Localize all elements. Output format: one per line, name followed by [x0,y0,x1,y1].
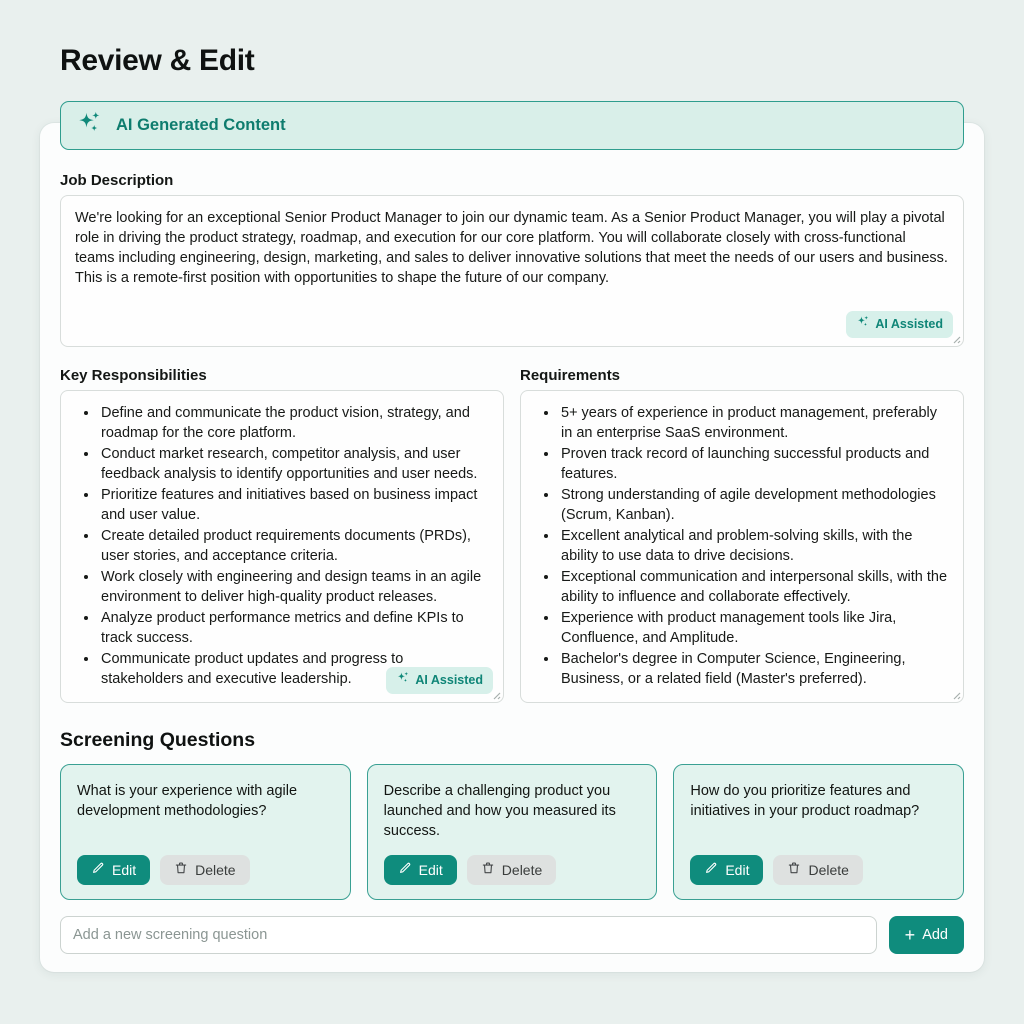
pencil-icon [91,861,105,879]
add-question-row [60,916,964,954]
key-responsibilities-textarea[interactable] [60,390,504,703]
trash-icon [174,861,188,879]
list-item: • Bachelor's degree in Computer Science, Engineering, Business, or a related field (Master's preferred). [559,649,949,689]
list-item: • 5+ years of experience in product management, preferably in an enterprise SaaS environment. [559,403,949,443]
delete-button-label: Delete [195,862,236,878]
screening-question-card [60,764,351,900]
list-item: • Strong understanding of agile development methodologies (Scrum, Kanban). [559,485,949,525]
key-responsibilities-section [60,367,504,703]
plus-icon: + [904,925,916,946]
ai-assisted-badge-label: AI Assisted [415,672,483,687]
delete-button[interactable] [160,855,249,885]
screening-question-card [367,764,658,900]
list-item: • Work closely with engineering and design teams in an agile environment to deliver high-quality product releases. [99,567,489,607]
screening-question-text: How do you prioritize features and initiatives in your product roadmap? [690,783,920,819]
screening-question-text: Describe a challenging product you launched and how you measured its success. [383,783,616,839]
ai-assisted-badge-label: AI Assisted [875,316,943,331]
screening-questions-row [60,764,964,900]
list-item: • Create detailed product requirements documents (PRDs), user stories, and acceptance criteria. [99,526,489,566]
list-item: • Prioritize features and initiatives based on business impact and user value. [99,485,489,525]
job-description-textarea[interactable] [60,195,964,347]
delete-button[interactable] [467,855,556,885]
requirements-label: Requirements [520,367,621,384]
key-responsibilities-list [75,403,489,689]
edit-button[interactable] [384,855,457,885]
delete-button[interactable] [773,855,862,885]
sparkles-icon [856,315,870,334]
resize-handle-icon[interactable] [951,334,961,344]
screening-questions-heading: Screening Questions [60,729,256,751]
ai-assisted-badge [846,311,953,338]
list-item: • Conduct market research, competitor analysis, and user feedback analysis to identify opportunities and user needs. [99,444,489,484]
sparkles-icon [396,671,410,690]
resize-handle-icon[interactable] [491,690,501,700]
list-item: • Define and communicate the product vision, strategy, and roadmap for the core platform. [99,403,489,443]
list-item: • Experience with product management tools like Jira, Confluence, and Amplitude. [559,608,949,648]
screening-question-card [673,764,964,900]
key-responsibilities-label: Key Responsibilities [60,367,207,384]
ai-generated-banner-label: AI Generated Content [116,116,286,134]
edit-button-label: Edit [418,862,443,878]
page-title: Review & Edit [60,44,255,77]
edit-button[interactable] [690,855,763,885]
job-description-text: We're looking for an exceptional Senior Product Manager to join our dynamic team. As a Senior Product Manager, you will play a pivotal role in driving the product strategy, roadmap, and execution for our core platform. You will collaborate closely with cross-functional teams including engineering, design, marketing, and sales to deliver innovative solutions that meet the needs of our users and business. This is a remote-first position with opportunities to shape the future of our company. [75,210,948,286]
content-card [40,116,984,972]
add-question-button[interactable] [889,916,964,954]
edit-button-label: Edit [725,862,750,878]
list-item: • Exceptional communication and interpersonal skills, with the ability to influence and collaborate effectively. [559,567,949,607]
delete-button-label: Delete [501,862,543,878]
ai-assisted-badge [386,667,493,694]
edit-button[interactable] [77,855,150,885]
list-item: • Proven track record of launching successful products and features. [559,444,949,484]
requirements-textarea[interactable] [520,390,964,703]
add-question-input[interactable] [60,916,877,954]
sparkles-icon [76,110,103,142]
pencil-icon [398,861,412,879]
pencil-icon [704,861,718,879]
list-item: • Excellent analytical and problem-solving skills, with the ability to use data to drive decisions. [559,526,949,566]
trash-icon [787,861,801,879]
edit-button-label: Edit [112,862,137,878]
list-item: • Analyze product performance metrics and define KPIs to track success. [99,608,489,648]
screening-question-text: What is your experience with agile development methodologies? [77,783,298,819]
resize-handle-icon[interactable] [951,690,961,700]
list-item: • Communicate product updates and progress to stakeholders and executive leadership. [99,649,489,689]
delete-button-label: Delete [808,862,849,878]
ai-generated-banner [60,101,964,150]
add-button-label: Add [922,927,948,944]
job-description-label: Job Description [60,172,174,189]
requirements-section [520,367,964,703]
requirements-list [535,403,949,689]
trash-icon [481,861,495,879]
